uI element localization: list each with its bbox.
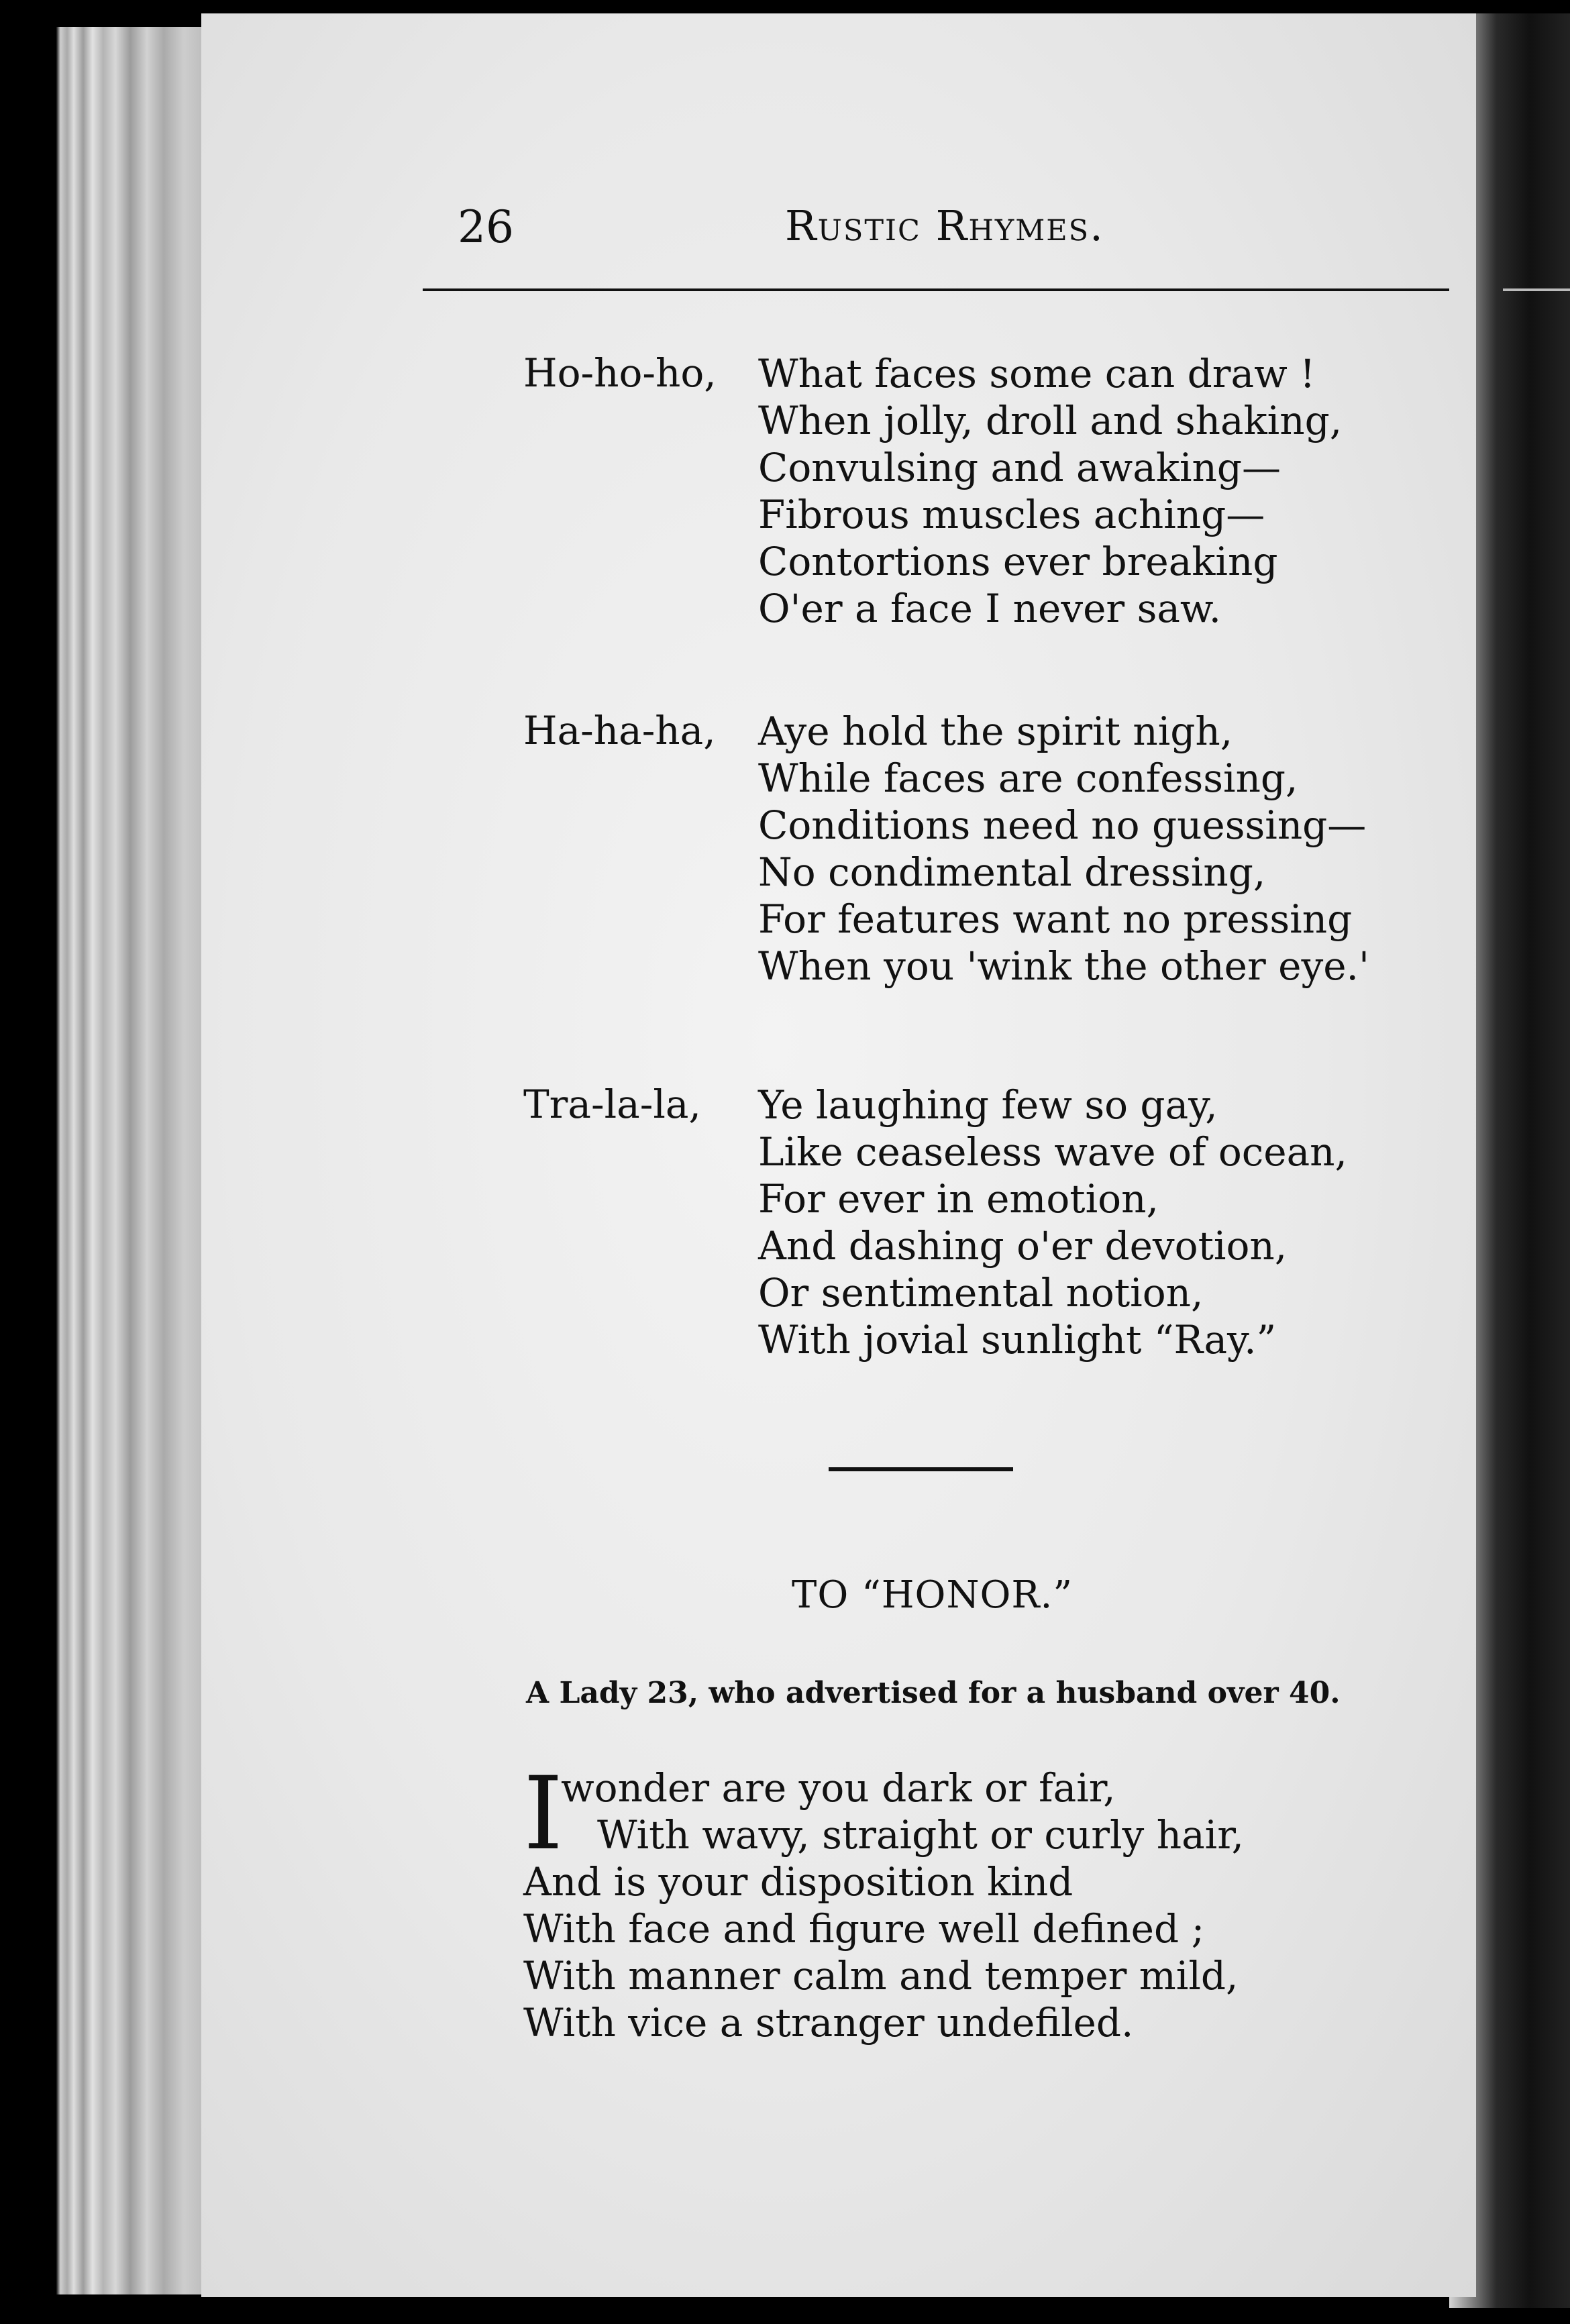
- verse-line: For features want no pressing: [758, 896, 1353, 942]
- stanza-lead: Tra-la-la,: [523, 1081, 701, 1127]
- header-rule: [423, 288, 1449, 291]
- verse-line: With vice a stranger undefiled.: [523, 2000, 1134, 2046]
- running-title: Rustic Rhymes.: [785, 201, 1104, 250]
- poem-subtitle: A Lady 23, who advertised for a husband over 40.: [526, 1676, 1341, 1710]
- page-edge-stack: [56, 27, 204, 2294]
- verse-line: Conditions need no guessing—: [758, 802, 1367, 848]
- verse-line: Like ceaseless wave of ocean,: [758, 1129, 1347, 1175]
- page-number: 26: [458, 201, 514, 253]
- verse-line: With face and figure well defined ;: [523, 1906, 1205, 1952]
- verse-line: With manner calm and temper mild,: [523, 1953, 1239, 1999]
- adjacent-page-rule: [1503, 288, 1570, 291]
- verse-line: O'er a face I never saw.: [758, 586, 1222, 631]
- verse-line: Ye laughing few so gay,: [758, 1082, 1218, 1128]
- verse-line: wonder are you dark or fair,: [561, 1765, 1116, 1811]
- verse-line: What faces some can draw !: [758, 351, 1316, 397]
- poem-lines: [523, 1756, 1422, 2046]
- verse-line: Aye hold the spirit nigh,: [758, 708, 1233, 754]
- stanza-lines: [758, 350, 1342, 632]
- poem-title: TO “HONOR.”: [792, 1573, 1073, 1617]
- verse-line: Convulsing and awaking—: [758, 445, 1281, 490]
- running-header: [403, 201, 1449, 268]
- verse-line: And dashing o'er devotion,: [758, 1223, 1288, 1269]
- verse-line: While faces are confessing,: [758, 755, 1298, 801]
- section-divider: [829, 1467, 1013, 1471]
- verse-line: With wavy, straight or curly hair,: [597, 1812, 1244, 1858]
- stanza-lead: Ha-ha-ha,: [523, 708, 716, 753]
- stanza-lines: [758, 1081, 1347, 1363]
- stanza-lines: [758, 708, 1369, 990]
- poem-body: [523, 1756, 1422, 2046]
- drop-cap: I: [523, 1756, 564, 1872]
- verse-line: For ever in emotion,: [758, 1176, 1159, 1222]
- verse-line: With jovial sunlight “Ray.”: [758, 1317, 1277, 1363]
- stanza-lead: Ho-ho-ho,: [523, 350, 717, 396]
- verse-line: Contortions ever breaking: [758, 539, 1278, 584]
- verse-line: Fibrous muscles aching—: [758, 492, 1265, 537]
- verse-line: No condimental dressing,: [758, 849, 1266, 895]
- verse-line: When jolly, droll and shaking,: [758, 398, 1343, 443]
- verse-line: And is your disposition kind: [523, 1859, 1074, 1905]
- verse-line: When you 'wink the other eye.': [758, 943, 1369, 989]
- verse-line: Or sentimental notion,: [758, 1270, 1204, 1316]
